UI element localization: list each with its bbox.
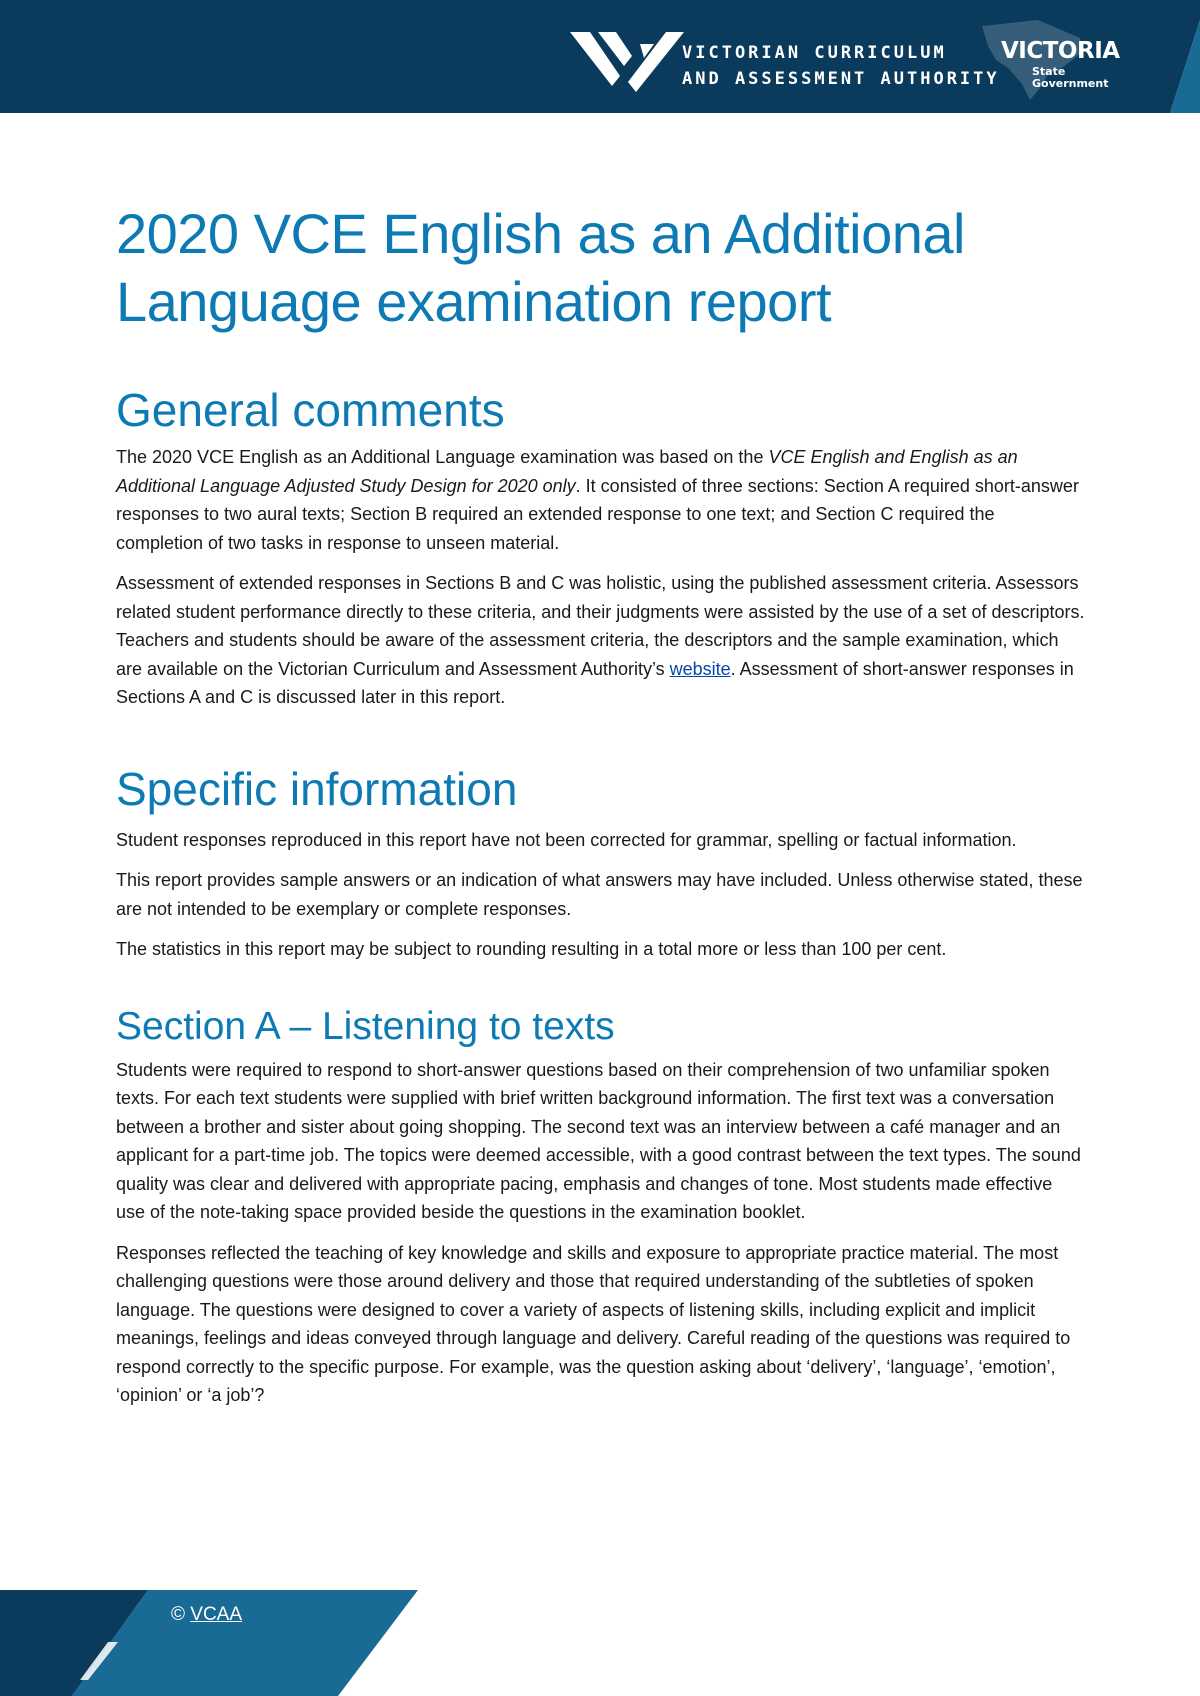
- general-comments-heading: General comments: [116, 384, 505, 436]
- general-p2-text-a: Assessment of extended responses in Sections B and C was holistic, using the published assessment criteria. Assessors related student performance directly to these criteria, and their judgments were assisted by the use of a set of descriptors. Teachers and students should be aware of the assessment criteria, the descriptors and the sample examination, which are available on the Victorian Curriculum and Assessment Authority’s: [116, 573, 1085, 679]
- section-a-paragraph-2: Responses reflected the teaching of key knowledge and skills and exposure to appropriate practice material. The most challenging questions were those around delivery and those that required understanding of the subtleties of spoken language. The questions were designed to cover a variety of aspects of listening skills, including explicit and implicit meanings, feelings and ideas conveyed through language and delivery. Careful reading of the questions was required to respond correctly to the specific purpose. For example, was the question asking about ‘delivery’, ‘language’, ‘emotion’, ‘opinion’ or ‘a job’?: [116, 1242, 1071, 1405]
- vcaa-wordmark: [682, 40, 1000, 92]
- website-link[interactable]: website: [669, 658, 731, 679]
- footer-banner: [0, 1590, 1200, 1696]
- vcaa-line-1: VICTORIAN CURRICULUM: [682, 43, 947, 63]
- victoria-wordmark: VICTORIA: [1001, 38, 1120, 64]
- vcaa-line-2: AND ASSESSMENT AUTHORITY: [682, 69, 1000, 89]
- general-p1-text-b: . It consisted of three sections: Section A required short-answer responses to two aural texts; Section B required an extended response to one text; and Section C required the completion of two tasks in response to unseen material.: [116, 475, 1079, 553]
- header-banner: [0, 0, 1200, 113]
- victoria-sub-state: State: [1032, 65, 1066, 78]
- general-p2-text-b: . Assessment of short-answer responses in Sections A and C is discussed later in this report.: [116, 658, 1074, 707]
- copyright-notice: [171, 1604, 242, 1626]
- copyright-org-link[interactable]: VCAA: [190, 1604, 243, 1625]
- study-design-title: VCE English and English as an Additional Language Adjusted Study Design for 2020 only: [116, 447, 1018, 496]
- specific-paragraph-1: Student responses reproduced in this report have not been corrected for grammar, spelling or factual information.: [116, 829, 1017, 850]
- specific-paragraph-3: The statistics in this report may be subject to rounding resulting in a total more or less than 100 per cent.: [116, 939, 947, 959]
- section-a-paragraph-1: Students were required to respond to short-answer questions based on their comprehension of two unfamiliar spoken texts. For each text students were supplied with brief written background information. The first text was a conversation between a brother and sister about going shopping. The second text was an interview between a café manager and an applicant for a part-time job. The topics were deemed accessible, with a good contrast between the text types. The sound quality was clear and delivered with appropriate pacing, emphasis and changes of tone. Most students made effective use of the note-taking space provided beside the questions in the examination booklet.: [116, 1059, 1081, 1222]
- general-p1-text-a: The 2020 VCE English as an Additional Language examination was based on the: [116, 447, 769, 467]
- general-paragraph-2: [116, 569, 1086, 712]
- vcaa-logo-icon: [568, 24, 688, 94]
- copyright-symbol: ©: [171, 1604, 185, 1625]
- page-title: 2020 VCE English as an Additional Language examination report: [116, 202, 965, 333]
- specific-information-heading: Specific information: [116, 762, 518, 815]
- victoria-subtitle: [1032, 66, 1108, 90]
- general-paragraph-1: [116, 443, 1086, 557]
- document-body: [116, 200, 1086, 1422]
- victoria-sub-government: Government: [1032, 77, 1109, 90]
- section-a-heading: Section A – Listening to texts: [116, 1004, 615, 1048]
- specific-paragraph-2: This report provides sample answers or an indication of what answers may have included. Unless otherwise stated, these are not intended to be exemplary or complete responses.: [116, 870, 1083, 919]
